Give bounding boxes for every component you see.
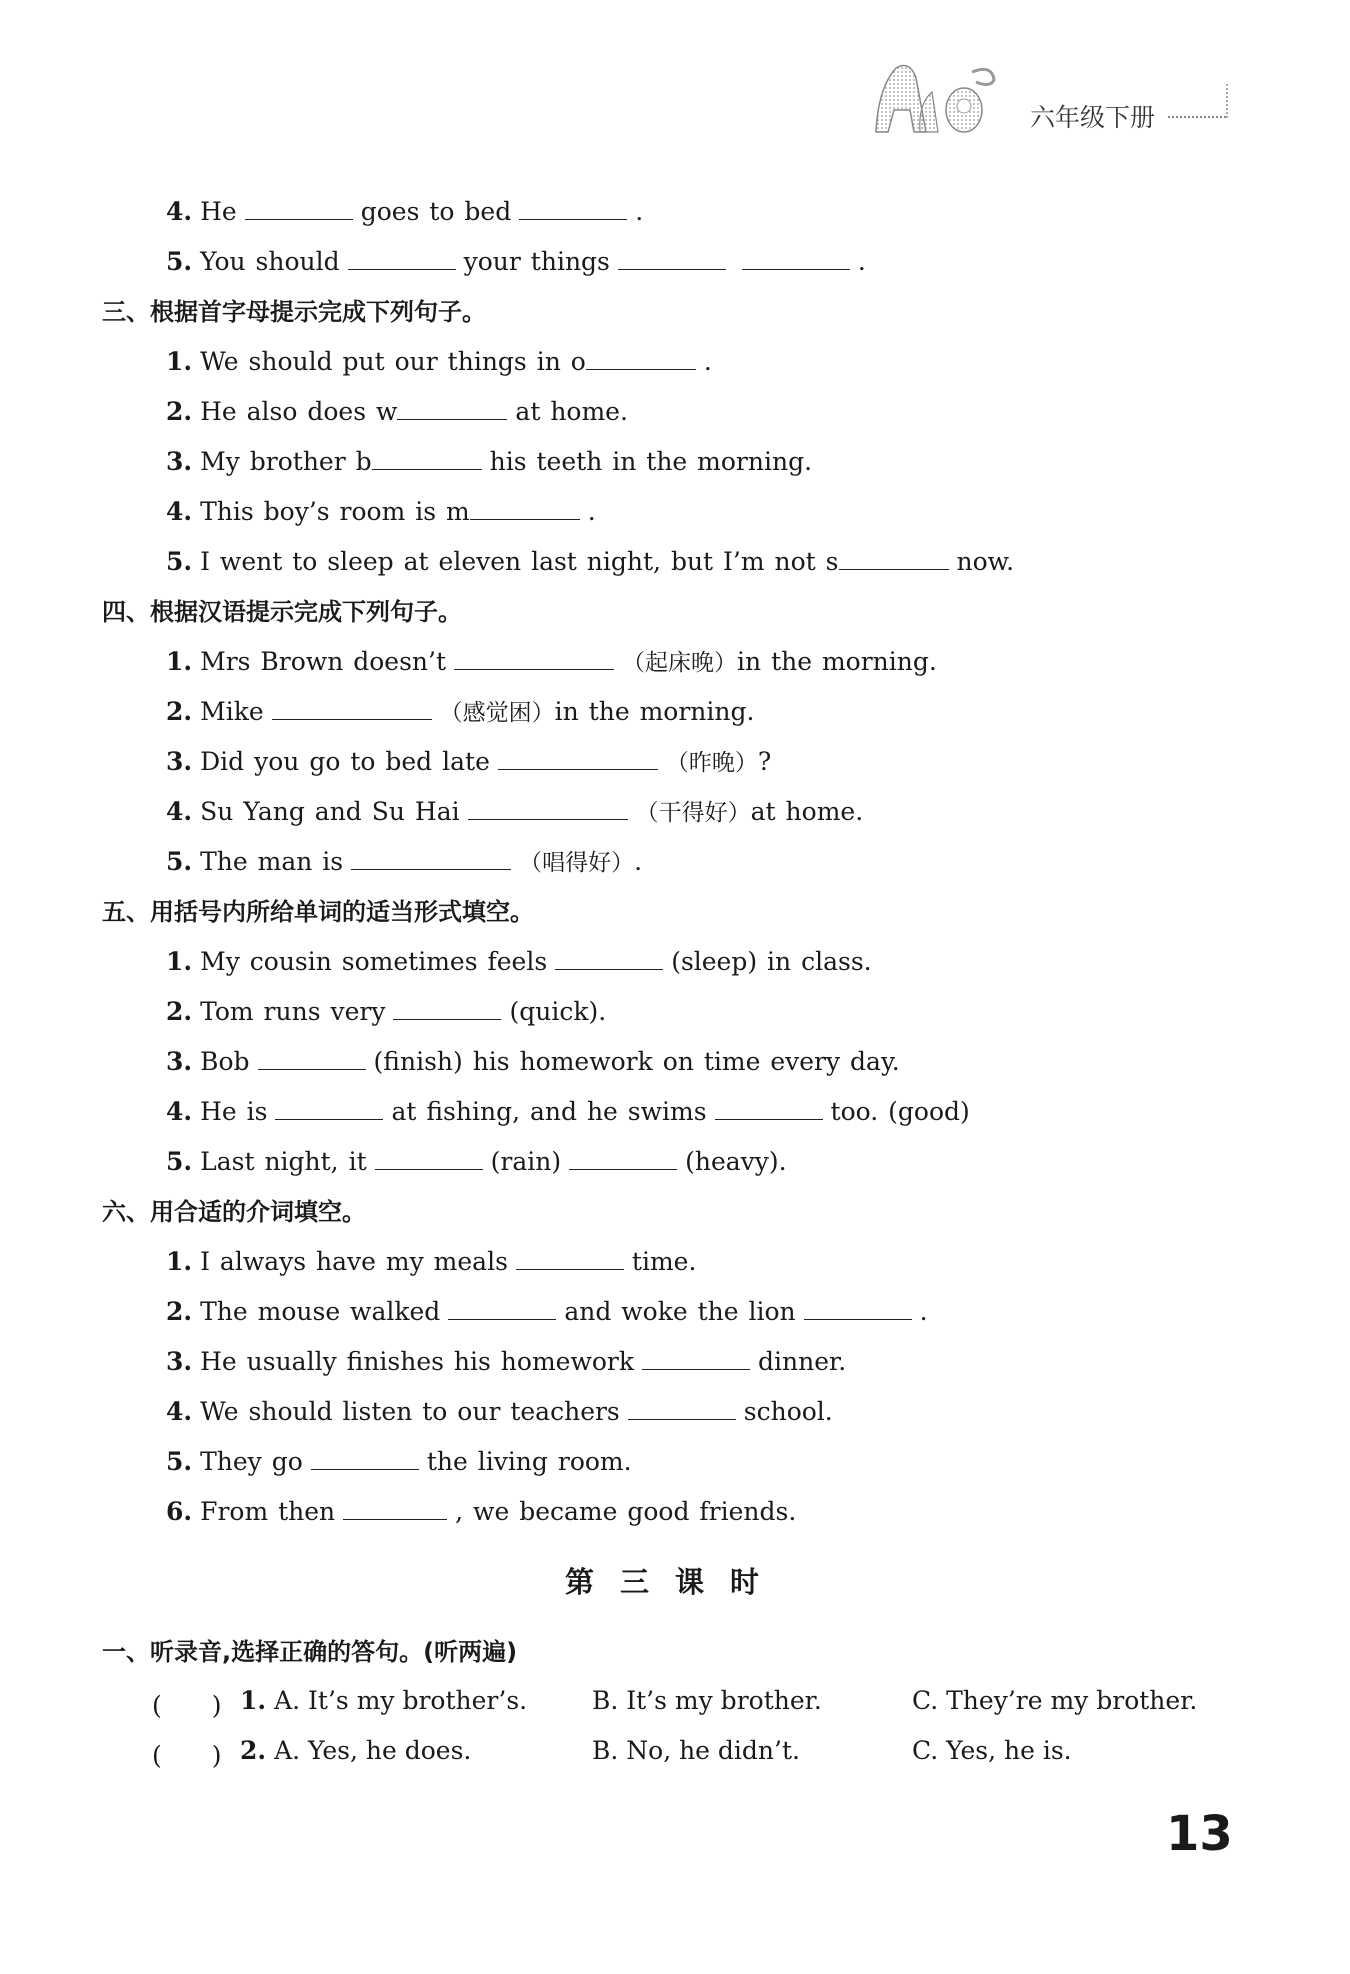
option-c: C. They’re my brother. bbox=[912, 1686, 1198, 1715]
option-c: C. Yes, he is. bbox=[912, 1736, 1072, 1765]
answer-blank[interactable] bbox=[372, 447, 482, 470]
list-item: 1. I always have my meals time. bbox=[166, 1247, 697, 1276]
question-row: ( ) 2. A. Yes, he does. B. No, he didn’t. C. Yes, he is. bbox=[152, 1736, 1072, 1770]
list-item: 4. He is at fishing, and he swims too. (good) bbox=[166, 1097, 970, 1126]
list-item: 5. The man is （唱得好）. bbox=[166, 847, 643, 876]
list-item: 2. He also does w at home. bbox=[166, 397, 628, 426]
list-item: 1. We should put our things in o . bbox=[166, 347, 712, 376]
list-item: 4. This boy’s room is m . bbox=[166, 497, 596, 526]
answer-blank[interactable] bbox=[555, 947, 663, 970]
section-title: 三、根据首字母提示完成下列句子。 bbox=[102, 298, 486, 326]
page-number: 13 bbox=[1166, 1806, 1233, 1862]
answer-blank[interactable] bbox=[448, 1297, 556, 1320]
option-b: B. No, he didn’t. bbox=[592, 1736, 800, 1765]
question-row: ( ) 1. A. It’s my brother’s. B. It’s my brother. C. They’re my brother. bbox=[152, 1686, 1198, 1720]
list-item: 2. Tom runs very (quick). bbox=[166, 997, 607, 1026]
list-item: 5. I went to sleep at eleven last night, but I’m not s now. bbox=[166, 547, 1015, 576]
answer-blank[interactable] bbox=[397, 397, 507, 420]
answer-blank[interactable] bbox=[275, 1097, 383, 1120]
list-item: 3. He usually finishes his homework dinner. bbox=[166, 1347, 847, 1376]
answer-blank[interactable] bbox=[245, 197, 353, 220]
answer-blank[interactable] bbox=[272, 697, 432, 720]
answer-blank[interactable] bbox=[258, 1047, 366, 1070]
answer-blank[interactable] bbox=[348, 247, 456, 270]
list-item: 4. We should listen to our teachers school. bbox=[166, 1397, 833, 1426]
answer-blank[interactable] bbox=[519, 197, 627, 220]
grade-label: 六年级下册 bbox=[1030, 103, 1156, 132]
answer-blank[interactable] bbox=[454, 647, 614, 670]
list-item: 2. Mike （感觉困）in the morning. bbox=[166, 697, 755, 726]
header-dotted-bracket bbox=[1226, 84, 1230, 118]
answer-blank[interactable] bbox=[642, 1347, 750, 1370]
answer-bracket[interactable]: ( ) bbox=[152, 1741, 222, 1770]
list-item: 5. They go the living room. bbox=[166, 1447, 632, 1476]
section-title: 一、听录音,选择正确的答句。(听两遍) bbox=[102, 1638, 518, 1666]
section-title: 六、用合适的介词填空。 bbox=[102, 1198, 366, 1226]
answer-blank[interactable] bbox=[569, 1147, 677, 1170]
answer-blank[interactable] bbox=[311, 1447, 419, 1470]
section-title: 四、根据汉语提示完成下列句子。 bbox=[102, 598, 462, 626]
list-item: 2. The mouse walked and woke the lion . bbox=[166, 1297, 928, 1326]
list-item: 6. From then , we became good friends. bbox=[166, 1497, 797, 1526]
list-item: 4. He goes to bed . bbox=[166, 197, 644, 226]
lesson-title: 第三课时 bbox=[564, 1565, 785, 1599]
answer-blank[interactable] bbox=[351, 847, 511, 870]
answer-blank[interactable] bbox=[343, 1497, 447, 1520]
section-title: 五、用括号内所给单词的适当形式填空。 bbox=[102, 898, 534, 926]
answer-blank[interactable] bbox=[468, 797, 628, 820]
option-a: A. It’s my brother’s. bbox=[274, 1686, 528, 1715]
answer-blank[interactable] bbox=[516, 1247, 624, 1270]
list-item: 4. Su Yang and Su Hai （干得好）at home. bbox=[166, 797, 864, 826]
answer-blank[interactable] bbox=[586, 347, 696, 370]
answer-blank[interactable] bbox=[393, 997, 501, 1020]
answer-blank[interactable] bbox=[628, 1397, 736, 1420]
answer-blank[interactable] bbox=[742, 247, 850, 270]
list-item: 3. My brother b his teeth in the morning. bbox=[166, 447, 813, 476]
answer-bracket[interactable]: ( ) bbox=[152, 1691, 222, 1720]
book-logo-icon bbox=[868, 58, 1008, 140]
answer-blank[interactable] bbox=[498, 747, 658, 770]
answer-blank[interactable] bbox=[715, 1097, 823, 1120]
list-item: 3. Did you go to bed late （昨晚）? bbox=[166, 747, 772, 776]
option-a: A. Yes, he does. bbox=[274, 1736, 472, 1765]
answer-blank[interactable] bbox=[375, 1147, 483, 1170]
list-item: 1. My cousin sometimes feels (sleep) in class. bbox=[166, 947, 872, 976]
answer-blank[interactable] bbox=[804, 1297, 912, 1320]
list-item: 5. You should your things . bbox=[166, 247, 866, 276]
answer-blank[interactable] bbox=[839, 547, 949, 570]
header-dotted-rule bbox=[1168, 116, 1226, 118]
option-b: B. It’s my brother. bbox=[592, 1686, 822, 1715]
list-item: 3. Bob (finish) his homework on time every day. bbox=[166, 1047, 900, 1076]
list-item: 5. Last night, it (rain) (heavy). bbox=[166, 1147, 787, 1176]
answer-blank[interactable] bbox=[618, 247, 726, 270]
answer-blank[interactable] bbox=[470, 497, 580, 520]
list-item: 1. Mrs Brown doesn’t （起床晚）in the morning. bbox=[166, 647, 937, 676]
